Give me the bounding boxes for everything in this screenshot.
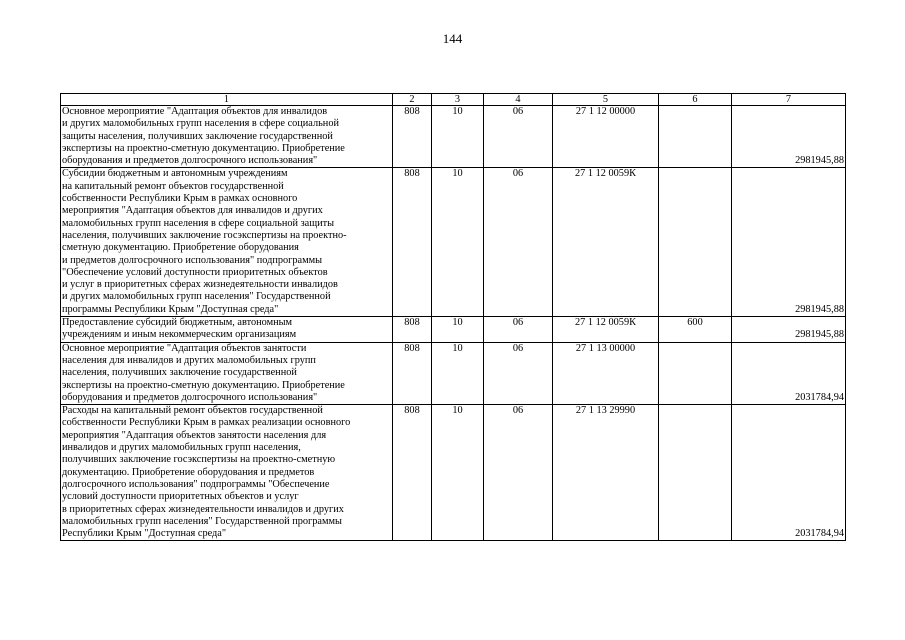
column-header: 6 (659, 94, 732, 106)
ministry-code: 808 (393, 342, 432, 404)
subsection-code: 06 (484, 317, 553, 343)
ministry-code: 808 (393, 317, 432, 343)
expense-type-code (659, 106, 732, 168)
row-description: Основное мероприятие "Адаптация объектов занятости населения для инвалидов и других маломобильных групп населения, получивших заключение государственной экспертизы на проектно-сметную документацию. Приобретение оборудования и предметов долгосрочного использования" (61, 342, 393, 404)
table-header-row (61, 94, 846, 106)
section-code: 10 (432, 106, 484, 168)
amount-value: 2981945,88 (732, 317, 846, 343)
amount-value: 2981945,88 (732, 106, 846, 168)
section-code: 10 (432, 342, 484, 404)
column-header: 2 (393, 94, 432, 106)
subsection-code: 06 (484, 106, 553, 168)
target-article-code: 27 1 12 0059К (553, 168, 659, 317)
amount-value: 2031784,94 (732, 405, 846, 541)
section-code: 10 (432, 168, 484, 317)
subsection-code: 06 (484, 342, 553, 404)
target-article-code: 27 1 13 00000 (553, 342, 659, 404)
ministry-code: 808 (393, 405, 432, 541)
table-row (61, 342, 846, 404)
amount-value: 2981945,88 (732, 168, 846, 317)
column-header: 5 (553, 94, 659, 106)
ministry-code: 808 (393, 168, 432, 317)
row-description: Субсидии бюджетным и автономным учреждениям на капитальный ремонт объектов государственной собственности Республики Крым в рамках основного мероприятия "Адаптация объектов для инвалидов и других маломобильных групп населения в сфере социальной защиты населения, получивших заключение госэкспертизы на проектно- сметную документацию. Приобретение оборудования и предметов долгосрочного использования" подпрограммы "Обеспечение условий доступности приоритетных объектов и услуг в приоритетных сферах жизнедеятельности инвалидов и других маломобильных групп населения" Государственной программы Республики Крым "Доступная среда" (61, 168, 393, 317)
table-row (61, 106, 846, 168)
expense-type-code (659, 168, 732, 317)
column-header: 7 (732, 94, 846, 106)
column-header: 3 (432, 94, 484, 106)
expense-type-code (659, 342, 732, 404)
target-article-code: 27 1 12 0059К (553, 317, 659, 343)
section-code: 10 (432, 317, 484, 343)
row-description: Предоставление субсидий бюджетным, автономным учреждениям и иным некоммерческим организациям (61, 317, 393, 343)
row-description: Основное мероприятие "Адаптация объектов для инвалидов и других маломобильных групп населения в сфере социальной защиты населения, получивших заключение государственной экспертизы на проектно-сметную документацию. Приобретение оборудования и предметов долгосрочного использования" (61, 106, 393, 168)
table-row (61, 405, 846, 541)
page-number: 144 (442, 31, 463, 46)
ministry-code: 808 (393, 106, 432, 168)
column-header: 1 (61, 94, 393, 106)
expense-type-code: 600 (659, 317, 732, 343)
budget-table (60, 93, 846, 541)
subsection-code: 06 (484, 168, 553, 317)
row-description: Расходы на капитальный ремонт объектов государственной собственности Республики Крым в рамках реализации основного мероприятия "Адаптация объектов занятости населения для инвалидов и других маломобильных групп населения, получивших заключение госэкспертизы на проектно-сметную документацию. Приобретение оборудования и предметов долгосрочного использования" подпрограммы "Обеспечение условий доступности приоритетных объектов и услуг в приоритетных сферах жизнедеятельности инвалидов и других маломобильных групп населения" Государственной программы Республики Крым "Доступная среда" (61, 405, 393, 541)
expense-type-code (659, 405, 732, 541)
table-row (61, 317, 846, 343)
amount-value: 2031784,94 (732, 342, 846, 404)
section-code: 10 (432, 405, 484, 541)
target-article-code: 27 1 13 29990 (553, 405, 659, 541)
subsection-code: 06 (484, 405, 553, 541)
table-row (61, 168, 846, 317)
column-header: 4 (484, 94, 553, 106)
target-article-code: 27 1 12 00000 (553, 106, 659, 168)
